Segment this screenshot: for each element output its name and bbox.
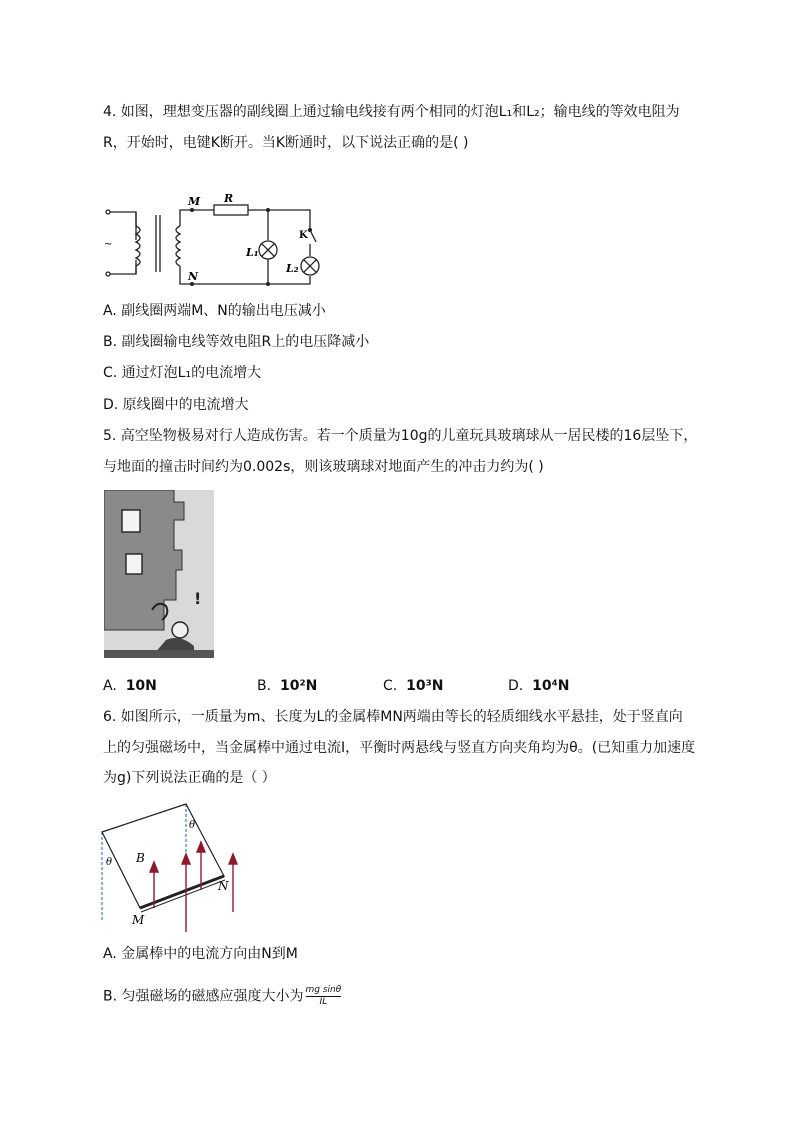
- label-R: R: [224, 192, 234, 205]
- q5-stem-line2: 与地面的撞击时间约为0.002s，则该玻璃球对地面产生的冲击力约为( ): [103, 459, 544, 475]
- resistor-R: [214, 205, 248, 215]
- label-K: K: [299, 230, 308, 241]
- q4-circuit-diagram: [100, 190, 340, 290]
- q5-stem-line1: 5. 高空坠物极易对行人造成伤害。若一个质量为10g的儿童玩具玻璃球从一居民楼的16层坠下，: [103, 428, 698, 444]
- label-M: M: [132, 913, 145, 927]
- primary-bottom-wire: [108, 260, 136, 274]
- q6-stem-line3: 为g)下列说法正确的是（ ）: [103, 770, 276, 786]
- q4-option-a: A. 副线圈两端M、N的输出电压减小: [103, 303, 326, 319]
- q5-option-b: B. 10²N: [257, 678, 318, 694]
- metal-rod-MN: [140, 876, 224, 908]
- q5-option-c: C. 10³N: [383, 678, 444, 694]
- q5-option-d: D. 10⁴N: [508, 678, 570, 694]
- label-B: B: [136, 851, 145, 865]
- q5-option-a: A. 10N: [103, 678, 157, 694]
- label-theta-right: θ: [189, 820, 196, 831]
- label-L2: L₂: [286, 262, 299, 275]
- primary-top-wire: [108, 212, 136, 240]
- q6-option-a: A. 金属棒中的电流方向由N到M: [103, 946, 298, 962]
- primary-terminal-top: [106, 210, 110, 214]
- q6-stem-line1: 6. 如图所示，一质量为m、长度为L的金属棒MN两端由等长的轻质细线水平悬挂，处于竖直向: [103, 709, 683, 725]
- q4-stem-line2: R，开始时，电键K断开。当K断通时，以下说法正确的是( ): [103, 135, 469, 151]
- label-M: M: [188, 195, 201, 208]
- fraction-expression: $\frac{\text{mg sinθ}}{IL}$: [305, 985, 342, 1007]
- primary-terminal-bottom: [106, 272, 110, 276]
- secondary-coil: [176, 226, 180, 266]
- q4-stem-line1: 4. 如图，理想变压器的副线圈上通过输电线接有两个相同的灯泡L₁和L₂；输电线的等效电阻为: [103, 104, 680, 120]
- q4-option-c: C. 通过灯泡L₁的电流增大: [103, 365, 262, 381]
- pedestrian-head: [172, 622, 188, 638]
- q4-option-d: D. 原线圈中的电流增大: [103, 397, 249, 413]
- label-N: N: [188, 270, 199, 283]
- q6-stem-line2: 上的匀强磁场中，当金属棒中通过电流I，平衡时两悬线与竖直方向夹角均为θ。(已知重力加速度: [103, 740, 696, 756]
- q5-building-illustration: [104, 490, 214, 658]
- label-N: N: [218, 879, 229, 893]
- window-upper: [122, 510, 140, 532]
- q6-metal-rod-diagram: [98, 800, 248, 935]
- ac-source-symbol: ~: [104, 239, 113, 250]
- svg-text:!: !: [194, 589, 202, 608]
- window-lower: [126, 554, 142, 574]
- label-theta-left: θ: [106, 857, 113, 868]
- q4-option-b: B. 副线圈输电线等效电阻R上的电压降减小: [103, 334, 370, 350]
- suspension-frame: [102, 804, 224, 908]
- q6-option-b: B. 匀强磁场的磁感应强度大小为 $\frac{\text{mg sinθ}}{IL}$: [103, 985, 342, 1007]
- label-L1: L₁: [246, 246, 259, 259]
